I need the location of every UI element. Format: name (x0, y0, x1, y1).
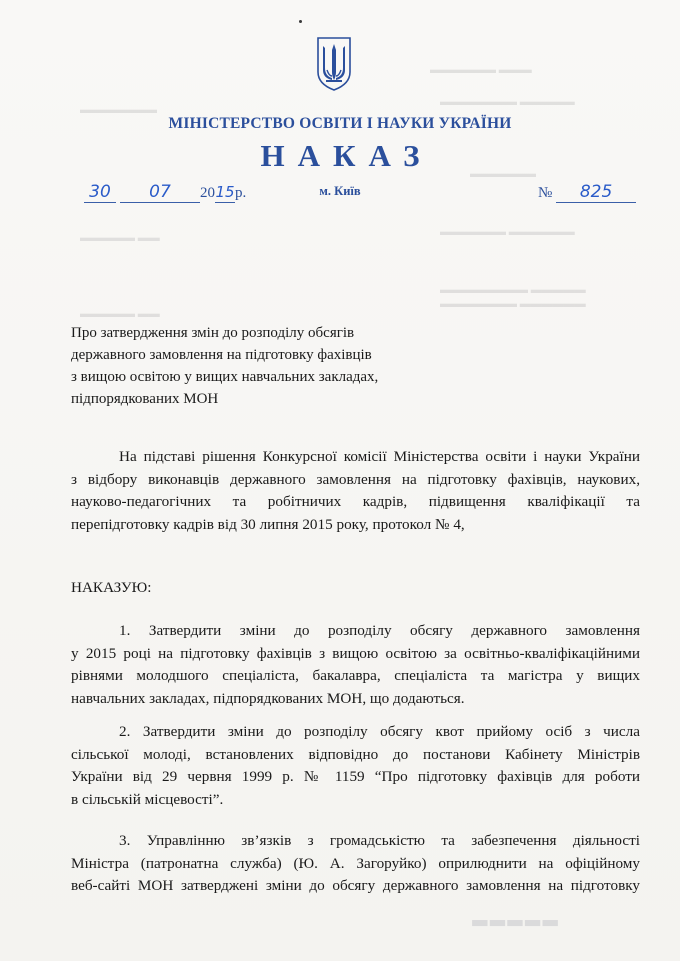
date-year-suffix: 15 (215, 183, 235, 201)
number-sign: № (538, 185, 553, 201)
city-label: м. Київ (319, 184, 361, 198)
text-line: з відбору виконавців державного замовлення на підготовку фахівців, наукових, (71, 470, 640, 488)
date-day: 30 (89, 182, 111, 202)
bleed-through-text: ▬▬▬ ▬▬▬▬▬▬ (430, 64, 532, 76)
bleed-through-text: ▬▬▬▬▬ ▬▬▬▬▬▬▬ (440, 96, 575, 108)
order-title (71, 322, 378, 410)
order-item-2 (71, 721, 640, 811)
text-line: 2. Затвердити зміни до розподілу обсягу квот прийому осіб з числа (119, 723, 640, 740)
preamble-paragraph (71, 446, 640, 536)
text-line: сільської молоді, встановлених відповідно до постанови Кабінету Міністрів (71, 745, 640, 763)
text-line: 3. Управлінню зв’язків з громадськістю та забезпечення діяльності (119, 832, 640, 849)
title-line: Про затвердження змін до розподілу обсягів (71, 325, 355, 341)
order-word-text: НАКАЗУЮ: (71, 579, 152, 596)
bleed-through-text: ▬▬▬▬▬ ▬▬▬▬▬▬▬▬ (440, 284, 586, 296)
order-word (71, 577, 640, 600)
paper-mark (299, 20, 302, 23)
text-line: рівнями молодшого спеціаліста, бакалавра, спеціаліста та магістра у вищих (71, 667, 640, 684)
bleed-through-text: ▬▬ ▬▬▬▬▬ (80, 232, 160, 244)
bleed-through-serial: ▬▬▬▬▬ (470, 905, 559, 935)
ministry-name: МІНІСТЕРСТВО ОСВІТИ І НАУКИ УКРАЇНИ (168, 115, 512, 132)
title-line: з вищою освітою у вищих навчальних закладах, (71, 369, 379, 385)
text-line: Міністра (патронатна служба) (Ю. А. Загоруйко) оприлюднити на офіційному (71, 854, 640, 872)
date-month: 07 (149, 182, 171, 202)
order-item-3 (71, 830, 640, 898)
bleed-through-text: ▬▬▬▬▬▬ ▬▬▬▬▬▬ (440, 226, 575, 238)
order-number: 825 (579, 182, 613, 202)
document-type-heading: НАКАЗ (260, 138, 433, 173)
order-number-field (538, 184, 636, 203)
text-line: України від 29 червня 1999 р. № 1159 “Про підготовку фахівців для роботи (71, 768, 640, 785)
bleed-through-text: ▬▬ ▬▬▬▬▬ (80, 308, 160, 320)
bleed-through-text: ▬▬▬▬▬▬ ▬▬▬▬▬▬▬ (440, 298, 586, 310)
text-line: перепідготовку кадрів від 30 липня 2015 року, протокол № 4, (71, 515, 465, 533)
text-line: На підставі рішення Конкурсної комісії Міністерства освіти і науки України (119, 448, 640, 465)
date-year-mark: р. (235, 185, 247, 201)
order-item-1 (71, 620, 640, 710)
title-line: підпорядкованих МОН (71, 391, 219, 407)
text-line: науково-педагогічних та робітничих кадрів, підвищення кваліфікації та (71, 493, 640, 510)
title-line: державного замовлення на підготовку фахівців (71, 347, 372, 363)
text-line: навчальних закладах, підпорядкованих МОН, що додаються. (71, 689, 465, 707)
bleed-through-text: ▬▬▬▬▬▬▬ (80, 104, 157, 116)
text-line: в сільській місцевості”. (71, 790, 224, 808)
date-year-prefix: 20 (200, 185, 215, 201)
text-line: веб-сайті МОН затверджені зміни до обсягу державного замовлення на підготовку (71, 877, 640, 894)
trident-coat-of-arms-icon (315, 36, 353, 92)
bleed-through-text: ▬▬▬▬▬▬ (470, 168, 536, 180)
number-value-field (556, 184, 636, 203)
text-line: 1. Затвердити зміни до розподілу обсягу державного замовлення (119, 622, 640, 639)
text-line: у 2015 році на підготовку фахівців з вищою освітою за освітньо-кваліфікаційними (71, 644, 640, 662)
